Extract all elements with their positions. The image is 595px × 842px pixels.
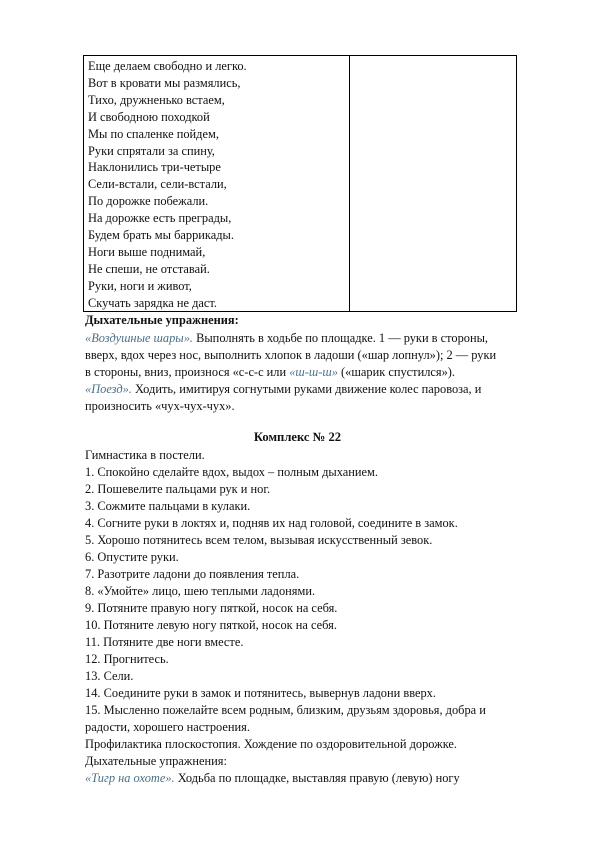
list-item: 14. Соедините руки в замок и потянитесь, вывернув ладони вверх.: [85, 686, 436, 700]
list-item: 6. Опустите руки.: [85, 550, 179, 564]
prophylaxis-line: Профилактика плоскостопия. Хождение по оздоровительной дорожке.: [85, 737, 458, 751]
exercise-text: («шарик спустился»).: [337, 365, 456, 379]
poem-line: Сели-встали, сели-встали,: [88, 177, 227, 192]
poem-line: Вот в кровати мы размялись,: [88, 75, 241, 90]
poem-line: По дорожке побежали.: [88, 194, 209, 209]
poem-cell: [84, 56, 350, 311]
list-item: 9. Потяните правую ногу пяткой, носок на себя.: [85, 601, 338, 615]
exercise-text: в стороны, вниз, произнося «с-с-с или: [85, 365, 290, 379]
poem-line: Ноги выше поднимай,: [88, 244, 206, 259]
poem-line: На дорожке есть преграды,: [88, 211, 232, 226]
list-item: 3. Сожмите пальцами в кулаки.: [85, 499, 251, 513]
exercise-name: «Воздушные шары».: [85, 331, 193, 345]
list-item: 13. Сели.: [85, 669, 134, 683]
poem-line: Наклонились три-четыре: [88, 160, 221, 175]
exercise-sound: «ш-ш-ш»: [289, 365, 338, 379]
poem-line: Руки, ноги и живот,: [88, 278, 192, 293]
poem-line: Еще делаем свободно и легко.: [88, 59, 247, 73]
list-item: 12. Прогнитесь.: [85, 652, 169, 666]
exercise-balloons-line-2: вверх, вдох через нос, выполнить хлопок в ладоши («шар лопнул»); 2 — руки: [85, 348, 497, 362]
exercise-name: «Поезд».: [85, 382, 132, 396]
exercise-text: Ходить, имитируя согнутыми руками движение колес паровоза, и: [131, 382, 482, 396]
exercise-tiger-line: [85, 770, 460, 786]
list-item: 1. Спокойно сделайте вдох, выдох – полным дыханием.: [85, 465, 378, 479]
list-item: 8. «Умойте» лицо, шею теплыми ладонями.: [85, 584, 316, 598]
list-item: 7. Разотрите ладони до появления тепла.: [85, 567, 300, 581]
poem-line: Руки спрятали за спину,: [88, 143, 215, 158]
poem-line: Не спеши, не отставай.: [88, 261, 210, 276]
poem-line: И свободною походкой: [88, 109, 210, 124]
exercise-name: «Тигр на охоте».: [85, 771, 175, 785]
exercise-train-line-1: [85, 381, 481, 397]
empty-cell: [350, 56, 516, 311]
exercise-balloons-line-3: [85, 364, 455, 380]
list-item-continuation: радости, хорошего настроения.: [85, 720, 250, 734]
list-item: 10. Потяните левую ногу пяткой, носок на себя.: [85, 618, 337, 632]
list-item: 11. Потяните две ноги вместе.: [85, 635, 244, 649]
breathing-heading-2: Дыхательные упражнения:: [85, 754, 227, 768]
poem-line: Скучать зарядка не даст.: [88, 295, 218, 310]
exercise-text: Выполнять в ходьбе по площадке. 1 — руки в стороны,: [193, 331, 489, 345]
list-item: 4. Согните руки в локтях и, подняв их над головой, соедините в замок.: [85, 516, 458, 530]
exercise-train-line-2: произносить «чух-чух-чух».: [85, 399, 235, 413]
breathing-heading: Дыхательные упражнения:: [85, 313, 239, 327]
list-item: 5. Хорошо потянитесь всем телом, вызывая искусственный зевок.: [85, 533, 433, 547]
poem-line: Мы по спаленке пойдем,: [88, 126, 219, 141]
complex-title: Комплекс № 22: [253, 430, 342, 444]
poem-table: [83, 55, 517, 312]
poem-line: Будем брать мы баррикады.: [88, 228, 234, 243]
poem-line: Тихо, дружненько встаем,: [88, 92, 225, 107]
exercise-text: Ходьба по площадке, выставляя правую (левую) ногу: [174, 771, 460, 785]
list-item: 15. Мысленно пожелайте всем родным, близким, друзьям здоровья, добра и: [85, 703, 486, 717]
complex-subtitle: Гимнастика в постели.: [85, 448, 205, 462]
exercise-balloons-line-1: [85, 330, 488, 346]
list-item: 2. Пошевелите пальцами рук и ног.: [85, 482, 271, 496]
